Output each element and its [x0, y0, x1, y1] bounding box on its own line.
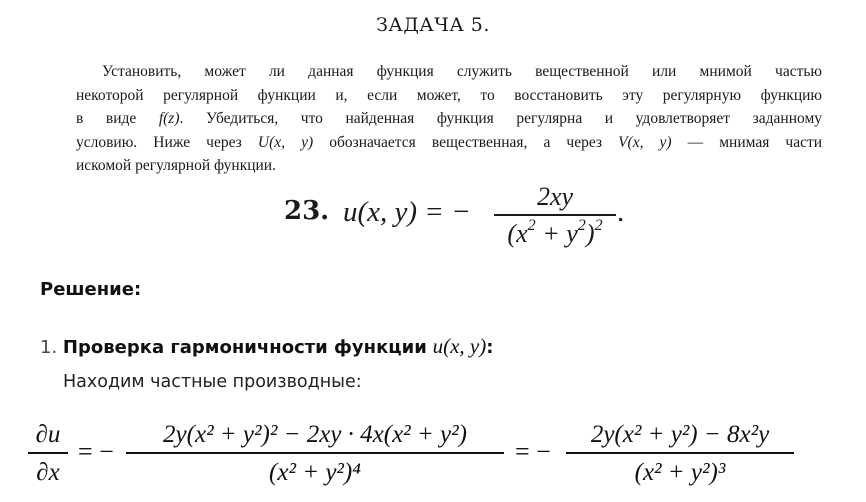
step-1-heading: [40, 334, 493, 359]
task-line-3a: в виде: [76, 110, 137, 127]
task-math-fz: f(z): [158, 110, 180, 127]
middle-fraction: [126, 418, 504, 492]
step-colon: :: [486, 337, 494, 358]
solution-heading: Решение:: [40, 279, 142, 300]
problem-end-dot: .: [617, 196, 625, 228]
partial-den: ∂x: [36, 458, 60, 486]
right-den: (x² + y²)³: [634, 458, 726, 486]
problem-fraction: [494, 182, 616, 250]
task-line-4a: условию. Ниже через: [76, 133, 242, 151]
partial-num: ∂u: [35, 421, 61, 448]
task-line-3: [76, 107, 822, 131]
problem-denominator: [494, 218, 616, 250]
task-line-2: некоторой регулярной функции и, если может, то восстановить эту регулярную функцию: [76, 86, 822, 104]
task-title: ЗАДАЧА 5.: [376, 14, 490, 36]
derivative-formula: [28, 418, 848, 502]
task-line-3b: . Убедиться, что найденная функция регулярна и удовлетворяет заданному: [179, 110, 822, 127]
den-exp-3: 2: [594, 216, 603, 234]
task-line-4: [76, 131, 822, 155]
den-exp-2: 2: [577, 216, 586, 234]
step-math: u(x, y): [432, 334, 487, 358]
task-line-5: искомой регулярной функции.: [76, 157, 276, 174]
task-line-1: Установить, может ли данная функция служить вещественной или мнимой частью: [102, 63, 822, 80]
fraction-bar: [494, 214, 616, 216]
task-line-4b: обозначается вещественная, а через: [329, 133, 603, 151]
right-num: 2y(x² + y²) − 8x²y: [590, 421, 770, 448]
task-math-V: V(x, y): [618, 133, 672, 151]
partial-fraction: [28, 418, 68, 492]
problem-formula: [0, 182, 866, 252]
den-exp-1: 2: [527, 216, 536, 234]
problem-number: 23.: [284, 196, 330, 226]
task-description: [76, 60, 822, 178]
equals-minus-2: = −: [515, 437, 551, 466]
step-subtext: Находим частные производные:: [63, 372, 362, 392]
right-fraction: [566, 418, 794, 492]
den-part-3: ): [585, 218, 595, 248]
task-line-4c: — мнимая части: [687, 133, 822, 151]
den-part-2: + y: [535, 218, 578, 248]
task-math-U: U(x, y): [257, 133, 314, 151]
problem-lhs: u(x, y) = −: [343, 196, 471, 228]
equals-minus-1: = −: [78, 437, 114, 466]
den-part-1: (x: [507, 218, 528, 248]
problem-numerator: 2xy: [536, 182, 574, 211]
step-number: 1.: [40, 337, 58, 358]
middle-den: (x² + y²)⁴: [269, 458, 361, 486]
middle-num: 2y(x² + y²)² − 2xy · 4x(x² + y²): [163, 421, 467, 448]
step-title: Проверка гармоничности функции: [62, 337, 427, 358]
